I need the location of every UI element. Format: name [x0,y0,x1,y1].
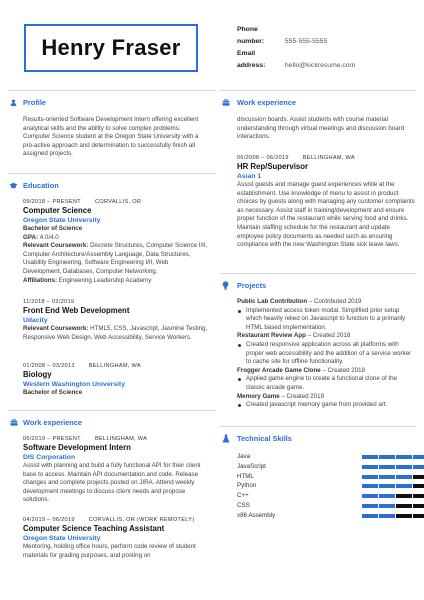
location: CORVALLIS, OR [94,199,142,205]
projects-list [237,298,415,410]
project-name: Frogger Arcade Game Clone [237,366,321,374]
job-title: HR Rep/Supervisor [237,162,309,171]
gpa: GPA: 4.0/4.0 [23,233,59,241]
candidate-name: Henry Fraser [41,35,181,60]
flask-icon [222,434,230,443]
briefcase-icon [10,419,18,426]
date: 01/2008 – 03/2013 [23,363,75,369]
skill-row [237,491,415,501]
degree-type: Bachelor of Science [23,389,83,396]
skill-name: x86 Assembly [237,511,276,519]
relevant-coursework: Relevant Coursework: HTML5, CSS, Javascript, Jasmine Testing, Responsive Web Design, Web Accessibility, Service Workers. [23,325,208,341]
skill-name: HTML [237,472,254,480]
location: BELLINGHAM, WA [88,363,141,369]
briefcase-icon [222,99,230,106]
email-label: Email address: [237,50,266,69]
education-item [23,198,208,285]
job-meta [23,435,208,443]
location: CORVALLIS, OR (WORK REMOTELY) [88,517,195,523]
email-value: hello@kickresume.com [284,62,356,69]
degree-title: Computer Science [23,206,92,215]
person-icon [10,99,17,106]
education-meta [23,298,208,306]
skill-row [237,472,415,482]
education-item [23,298,208,342]
job-meta [23,516,208,524]
project-header: Frogger Arcade Game Clone – Created 2018 [237,366,366,374]
skill-name: Python [237,482,257,490]
skill-level-bar [362,494,424,498]
project-date: Created 2018 [327,366,366,374]
name-box [24,24,198,72]
company-name: Oregon State University [23,535,101,542]
skill-row [237,462,415,472]
skill-level-bar [362,475,424,479]
skill-row [237,501,415,511]
job-item [237,154,415,250]
skill-level-bar [362,504,424,508]
lightbulb-icon [222,281,229,290]
job-description-continued: discussion boards. Assist students with course material understanding through virtual meetings and discussion board interactions. [237,116,405,141]
project-date: Created 2018 [312,332,351,340]
phone-value: 555-555-5555 [284,38,328,45]
skill-row [237,511,415,521]
relevant-coursework: Relevant Coursework: Discrete Structures, Computer Science I/II, Computer Architecture/Assembly Language, Data Structures, Usability Engineering, Software Engineering I/II, Web Development, Databases, Computer Networking. [23,242,208,275]
project-bullet: Created responsive application across all platforms with proper web accessibility and the addition of a service worker to cache site for offline functionality. [237,341,415,367]
project-name: Restaurant Review App [237,332,306,340]
email-row [237,48,355,72]
skill-level-bar [362,514,424,518]
skill-level-bar [362,465,424,469]
date: 06/2019 – PRESENT [23,436,81,442]
school-name: Western Washington University [23,381,125,388]
job-description: Mentoring, holding office hours, perform code review of student materials for grading purposes, and posting on [23,543,196,559]
project-header: Memory Game – Created 2018 [237,392,325,400]
degree-type: Bachelor of Science [23,225,83,232]
school-name: Oregon State University [23,217,101,224]
job-item [23,435,208,505]
project-date: Contributed 2019 [314,298,362,305]
school-name: Udacity [23,317,48,324]
divider [220,273,416,274]
divider [8,173,216,174]
skill-name: C++ [237,492,249,500]
phone-label: Phone number: [237,26,265,45]
profile-title: Profile [23,98,46,107]
degree-title: Biology [23,370,52,379]
skills-title: Technical Skills [237,434,292,443]
project-bullet: Created javascript memory game from provided art. [237,401,415,410]
skills-list [237,452,415,521]
project-name: Memory Game [237,392,280,400]
contact-info [237,24,355,72]
divider [220,90,416,91]
divider [8,410,216,411]
skill-level-bar [362,484,424,488]
education-meta [23,198,208,206]
job-item [23,516,208,560]
project-bullet: Applied game engine to create a functional clone of the classic arcade game. [237,375,415,392]
project-date: Created 2018 [286,392,325,400]
company-name: DIS Corporation [23,454,76,461]
date: 09/2018 – PRESENT [23,199,81,205]
work-title-left: Work experience [23,418,83,427]
project-header: Public Lab Contribution – Contributed 2019 [237,298,362,305]
job-description: Assist guests and manage guest experiences while at the establishment. Use knowledge of menu to assist in product choices by guests along with managing any customer complaints as necessary. Assist staff in training/development and ensure proper function of the restaurant while serving food and drinks. Maintain staffing schedule for the restaurant and update employee policy documents as needed such as ensuring compliance with the new Washington State sick leave laws. [237,181,415,249]
degree-title: Front End Web Development [23,306,130,315]
date: 06/2008 – 06/2019 [237,155,289,161]
skill-row [237,452,415,462]
company-name: Asian 1 [237,173,262,180]
location: BELLINGHAM, WA [94,436,148,442]
skill-name: Java [237,453,251,460]
job-meta [237,154,415,162]
affiliations: Affiliations: Engineering Leadership Academy [23,276,152,284]
education-title: Education [23,181,59,190]
divider [220,426,416,427]
skill-name: JavaScript [237,462,266,470]
job-title: Software Development Intern [23,443,131,452]
date: 04/2019 – 06/2019 [23,517,75,523]
location: BELLINGHAM, WA [302,155,355,161]
graduation-cap-icon [9,182,18,189]
job-description: Assist with planning and build a fully functional API for their client base to access. Maintain API documentation and code. Release changes and complete projects posted on JIRA. Attend weekly development meetings to discuss client needs and propose solutions. [23,462,201,504]
profile-text: Results-oriented Software Development Intern offering excellent analytical skills and the ability to solve complex problems. Computer Science student at the Oregon State University with a pro-active approach and determination to successfully finish all assigned projects. [23,116,199,158]
date: 11/2018 – 02/2019 [23,299,75,305]
skill-row [237,481,415,491]
skill-name: CSS [237,501,250,509]
project-bullet: Implemented access token modal. Simplified prior setup which heavily relied on Javascript to function to a primarily HTML based implementation. [237,307,415,333]
job-title: Computer Science Teaching Assistant [23,524,165,533]
education-meta [23,362,208,370]
work-title-right: Work experience [237,98,297,107]
project-header: Restaurant Review App – Created 2018 [237,332,351,340]
phone-row [237,24,355,48]
skill-level-bar [362,455,424,459]
education-item [23,362,208,398]
project-name: Public Lab Contribution [237,298,308,305]
divider [8,90,216,91]
projects-title: Projects [237,281,267,290]
